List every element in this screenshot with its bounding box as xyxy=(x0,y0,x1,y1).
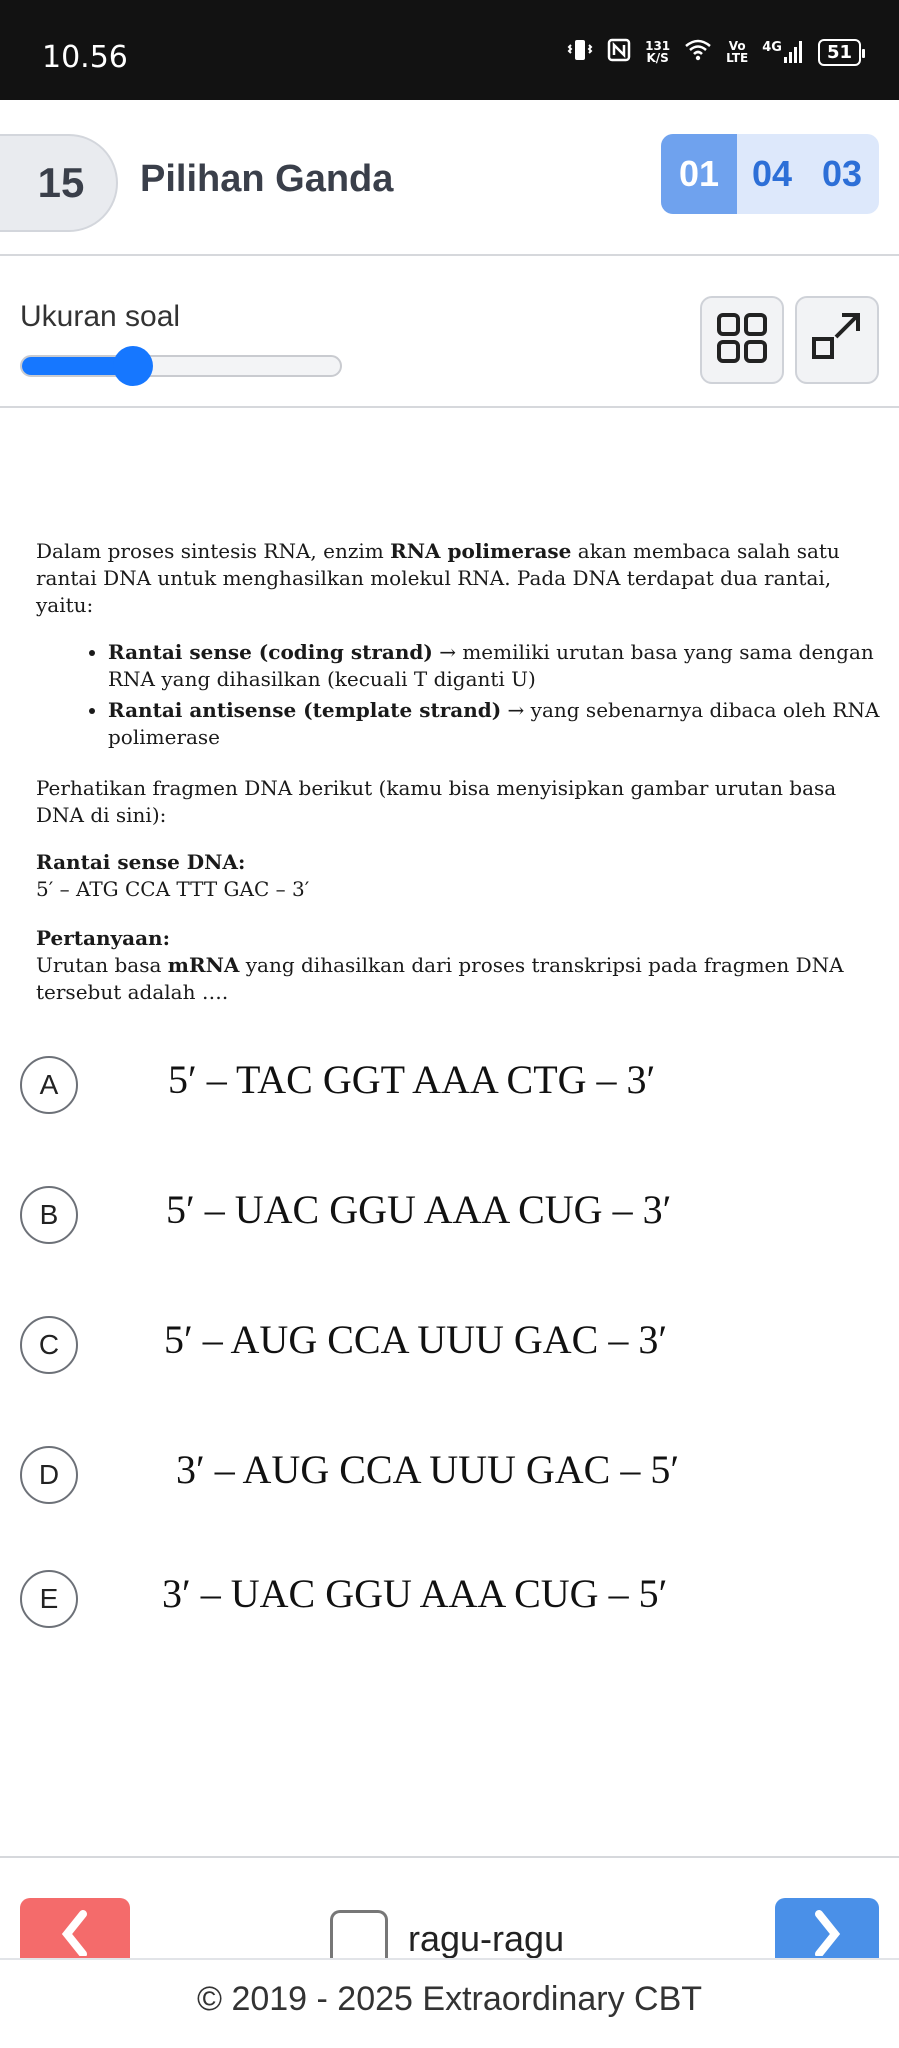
question-instruction: Perhatikan fragmen DNA berikut (kamu bisa menyisipkan gambar urutan basa DNA di sini): xyxy=(36,776,837,827)
slider-thumb[interactable] xyxy=(113,346,153,386)
grid-icon xyxy=(716,312,768,369)
option-a[interactable] xyxy=(20,1040,880,1130)
option-c[interactable] xyxy=(20,1300,880,1390)
dna-sequence: 5′ – ATG CCA TTT GAC – 3′ xyxy=(36,877,310,901)
exam-page xyxy=(0,100,899,2048)
strand-list xyxy=(36,639,888,751)
fullscreen-button[interactable] xyxy=(795,296,879,384)
timer-minutes: 04 xyxy=(751,153,793,194)
nfc-icon xyxy=(607,38,631,66)
dna-title: Rantai sense DNA: xyxy=(36,850,246,874)
list-item: • Rantai sense (coding strand) → memiliki urutan basa yang sama dengan RNA yang dihasilkan (kecuali T diganti U) xyxy=(108,639,888,693)
option-c-radio[interactable]: C xyxy=(20,1316,78,1374)
option-a-text[interactable]: 5′ – TAC GGT AAA CTG – 3′ xyxy=(168,1057,656,1102)
status-time: 10.56 xyxy=(42,40,128,75)
ask-block xyxy=(36,925,888,1006)
prev-question-button[interactable] xyxy=(20,1898,130,1958)
option-b[interactable] xyxy=(20,1170,880,1260)
signal-icon: 4G xyxy=(762,41,804,63)
question-type-title: Pilihan Ganda xyxy=(140,158,394,200)
timer-hours: 01 xyxy=(661,134,737,214)
option-b-radio[interactable]: B xyxy=(20,1186,78,1244)
vibrate-icon xyxy=(567,38,593,66)
option-e-radio[interactable]: E xyxy=(20,1570,78,1628)
option-d-text[interactable]: 3′ – AUG CCA UUU GAC – 5′ xyxy=(176,1447,680,1492)
volte-indicator: Vo LTE xyxy=(726,39,749,65)
question-text xyxy=(36,538,888,1028)
net-speed: 131 K/S xyxy=(645,39,671,65)
question-number-badge[interactable]: 15 xyxy=(0,134,118,232)
footer xyxy=(0,1958,899,2048)
option-e[interactable] xyxy=(20,1554,880,1644)
option-c-text[interactable]: 5′ – AUG CCA UUU GAC – 3′ xyxy=(164,1317,668,1362)
next-question-button[interactable] xyxy=(775,1898,879,1958)
dna-block xyxy=(36,849,888,903)
question-intro: Dalam proses sintesis RNA, enzim RNA polimerase akan membaca salah satu rantai DNA untuk menghasilkan molekul RNA. Pada DNA terdapat dua rantai, yaitu: xyxy=(36,539,840,617)
countdown-timer xyxy=(661,134,879,214)
font-size-slider[interactable] xyxy=(20,355,342,377)
option-d-radio[interactable]: D xyxy=(20,1446,78,1504)
status-bar xyxy=(0,0,899,100)
nav-divider xyxy=(0,1856,899,1858)
option-a-radio[interactable]: A xyxy=(20,1056,78,1114)
copyright-text: © 2019 - 2025 Extraordinary CBT xyxy=(196,1980,703,2018)
wifi-icon xyxy=(684,38,712,66)
status-icons xyxy=(567,38,861,66)
doubt-label[interactable]: ragu-ragu xyxy=(408,1918,565,1958)
list-item: • Rantai antisense (template strand) → yang sebenarnya dibaca oleh RNA polimerase xyxy=(108,697,888,751)
ask-title: Pertanyaan: xyxy=(36,926,170,950)
option-b-text[interactable]: 5′ – UAC GGU AAA CUG – 3′ xyxy=(166,1187,672,1232)
ask-text: Urutan basa mRNA yang dihasilkan dari proses transkripsi pada fragmen DNA tersebut adalah …. xyxy=(36,953,844,1004)
battery-indicator: 51 xyxy=(818,39,861,66)
option-e-text[interactable]: 3′ – UAC GGU AAA CUG – 5′ xyxy=(162,1571,668,1616)
toolbar-divider xyxy=(0,406,899,408)
chevron-left-icon xyxy=(55,1906,95,1961)
open-external-icon xyxy=(810,311,864,370)
font-size-label: Ukuran soal xyxy=(20,300,181,333)
header-divider xyxy=(0,254,899,256)
question-grid-button[interactable] xyxy=(700,296,784,384)
doubt-checkbox[interactable] xyxy=(330,1910,388,1960)
chevron-right-icon xyxy=(807,1906,847,1961)
timer-seconds: 03 xyxy=(821,153,863,194)
option-d[interactable] xyxy=(20,1430,880,1520)
